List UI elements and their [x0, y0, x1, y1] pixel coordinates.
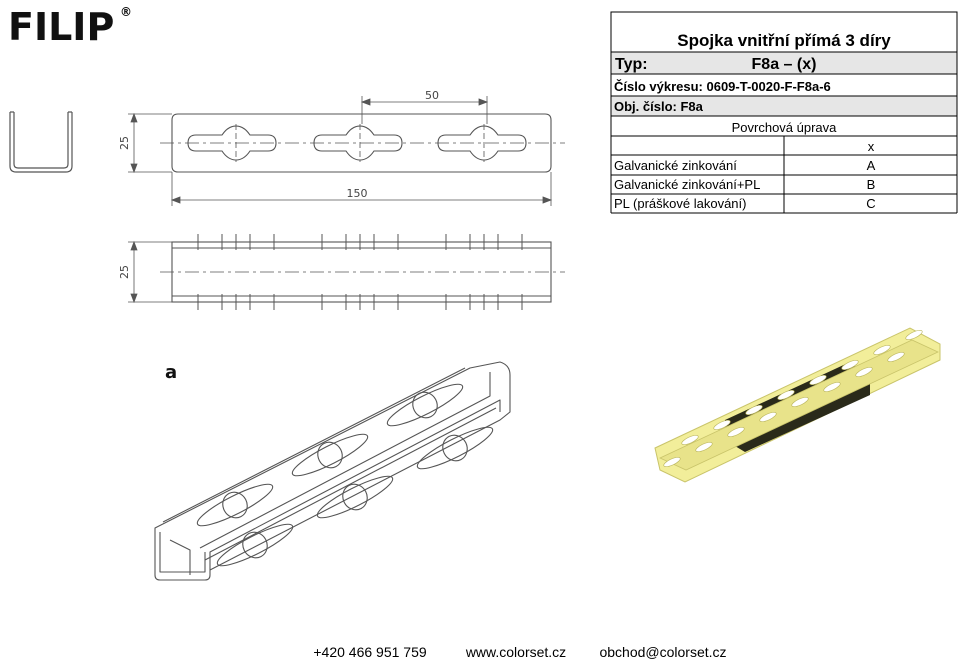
isometric-slots: [192, 374, 499, 575]
surface-row-2-code: B: [866, 177, 876, 192]
iso-slot-center-2-1: [238, 528, 271, 562]
isometric-view-label: a: [165, 362, 178, 383]
iso-slot-2-1: [212, 514, 299, 575]
footer-phone: +420 466 951 759: [313, 644, 427, 660]
iso-slot-1-3: [382, 374, 469, 435]
dimension-hole-pitch-label: 50: [425, 89, 439, 102]
type-label: Typ:: [615, 56, 648, 73]
surface-row-1-code: A: [866, 158, 876, 173]
logo-text: FILIP: [8, 5, 115, 49]
drawing-number: Číslo výkresu: 0609-T-0020-F-F8a-6: [614, 79, 831, 94]
dimension-length-label: 150: [346, 187, 368, 200]
surface-row-2-label: Galvanické zinkování+PL: [614, 177, 761, 192]
iso-slot-center-2-2: [338, 480, 371, 514]
surface-row-3-label: PL (práškové lakování): [614, 196, 747, 211]
dimension-height-bottom-label: 25: [118, 265, 131, 279]
side-view: [160, 242, 565, 302]
type-value: F8a – (x): [751, 56, 817, 73]
footer: [313, 644, 726, 660]
registered-mark: ®: [120, 5, 132, 19]
top-view: [160, 114, 565, 172]
iso-slot-outline-2-1: [213, 518, 296, 572]
dimension-height-top-label: 25: [118, 136, 131, 150]
drawing-title: Spojka vnitřní přímá 3 díry: [677, 31, 891, 50]
footer-web: www.colorset.cz: [465, 644, 567, 660]
iso-slot-1-1: [192, 474, 279, 535]
surface-header: Povrchová úprava: [731, 120, 837, 135]
iso-slot-center-1-3: [408, 388, 441, 422]
filip-logo: [8, 5, 132, 49]
end-view-profile: [10, 112, 72, 172]
surface-row-3-code: C: [866, 196, 876, 211]
footer-email: obchod@colorset.cz: [599, 644, 727, 660]
code-header: x: [867, 139, 875, 154]
order-number: Obj. číslo: F8a: [614, 99, 703, 114]
surface-row-1-label: Galvanické zinkování: [614, 158, 737, 173]
iso-slot-2-3: [412, 417, 499, 478]
